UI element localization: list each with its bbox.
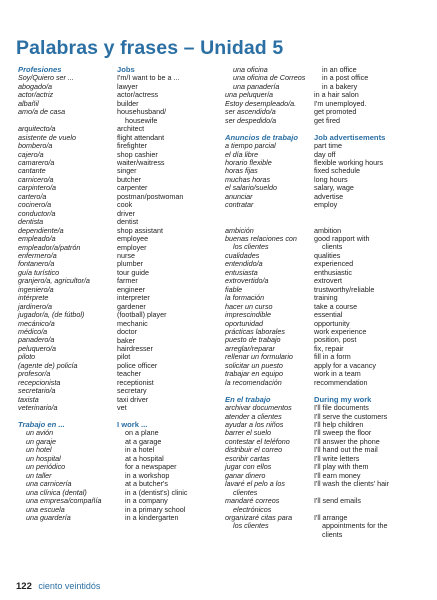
vocab-entry: amo/a de casa xyxy=(18,107,66,117)
vocab-entry: cantante xyxy=(18,166,46,176)
vocab-entry: el día libre xyxy=(225,149,259,159)
vocab-entry: long hours xyxy=(314,174,348,184)
vocab-entry: in a hotel xyxy=(125,445,155,455)
vocab-entry: piloto xyxy=(18,352,36,362)
vocab-entry: get fired xyxy=(314,115,340,125)
vocab-entry: taxista xyxy=(18,394,39,404)
vocab-entry: jugador/a, (de fútbol) xyxy=(18,310,85,320)
vocab-entry: horas fijas xyxy=(225,166,258,176)
vocab-entry: in a company xyxy=(125,496,168,506)
vocab-entry: los clientes xyxy=(233,242,269,252)
section-heading: Anuncios de trabajo xyxy=(225,132,298,142)
vocab-entry: camarero/a xyxy=(18,157,55,167)
vocab-entry: lawyer xyxy=(117,81,138,91)
vocab-entry: appointments for the xyxy=(322,521,388,531)
vocab-entry: I'll serve the customers xyxy=(314,411,388,421)
vocab-entry: qualities xyxy=(314,250,341,260)
section-heading: Profesiones xyxy=(18,65,62,74)
vocab-entry: una peluquería xyxy=(225,90,273,100)
vocab-entry: Soy/Quiero ser ... xyxy=(18,73,74,83)
vocab-entry: at a hospital xyxy=(125,453,164,463)
vocab-entry: conductor/a xyxy=(18,208,56,218)
vocab-entry: gardener xyxy=(117,301,146,311)
vocab-entry: ambición xyxy=(225,225,254,235)
vocab-entry: carpintero/a xyxy=(18,183,56,193)
vocab-entry: granjero/a, agricultor/a xyxy=(18,276,90,286)
vocab-entry: experienced xyxy=(314,259,354,269)
vocab-entry: una clínica (dental) xyxy=(26,487,87,497)
vocab-entry: I'll answer the phone xyxy=(314,436,380,446)
vocab-entry: dependiente/a xyxy=(18,225,64,235)
vocab-entry: empleador/a/patrón xyxy=(18,242,81,252)
vocab-entry: secretary xyxy=(117,386,147,396)
vocab-entry: housewife xyxy=(125,115,158,125)
vocab-entry: un hotel xyxy=(26,445,52,455)
vocab-entry: employ xyxy=(314,200,338,210)
vocab-entry: atender a clientes xyxy=(225,411,282,421)
page-title: Palabras y frases – Unidad 5 xyxy=(16,37,284,59)
vocab-entry: in a hair salon xyxy=(314,90,359,100)
vocab-entry: a tiempo parcial xyxy=(225,141,276,151)
vocab-entry: plumber xyxy=(117,259,143,269)
vocab-entry: barrer el suelo xyxy=(225,428,271,438)
vocab-entry: una oficina xyxy=(233,65,268,74)
vocab-entry: trustworthy/reliable xyxy=(314,284,375,294)
vocab-entry: solicitar un puesto xyxy=(225,360,283,370)
vocab-entry: fiable xyxy=(225,284,243,294)
vocab-entry: I'll help children xyxy=(314,419,364,429)
vocab-entry: imprescindible xyxy=(225,310,271,320)
vocab-entry: empleado/a xyxy=(18,234,56,244)
vocab-entry: fontanero/a xyxy=(18,259,55,269)
vocab-entry: clientes xyxy=(233,487,258,497)
vocab-entry: contratar xyxy=(225,200,254,210)
vocab-entry: distribuir el correo xyxy=(225,445,283,455)
vocab-entry: una empresa/compañía xyxy=(26,496,102,506)
vocab-entry: postman/postwoman xyxy=(117,191,184,201)
vocab-entry: part time xyxy=(314,141,342,151)
vocab-entry: I'll sweep the floor xyxy=(314,428,372,438)
vocab-entry: mecánico/a xyxy=(18,318,55,328)
vocab-entry: entendido/a xyxy=(225,259,263,269)
vocab-entry: jardinero/a xyxy=(18,301,52,311)
vocab-entry: fix, repair xyxy=(314,343,344,353)
vocab-entry: shop assistant xyxy=(117,225,163,235)
vocab-entry: employer xyxy=(117,242,147,252)
vocab-entry: cualidades xyxy=(225,250,260,260)
vocab-entry: apply for a vacancy xyxy=(314,360,376,370)
section-heading: Trabajo en ... xyxy=(18,420,65,429)
vocab-entry: tour guide xyxy=(117,267,149,277)
section-heading: During my work xyxy=(314,394,372,404)
vocab-entry: albañil xyxy=(18,98,39,108)
column-spanish-phrases xyxy=(225,66,317,531)
vocab-entry: I'll hand out the mail xyxy=(314,445,378,455)
vocab-entry: recepcionista xyxy=(18,377,61,387)
section-heading: Jobs xyxy=(117,65,135,74)
vocab-entry: on a plane xyxy=(125,428,159,438)
vocab-entry: waiter/waitress xyxy=(117,157,165,167)
vocab-entry: in a kindergarten xyxy=(125,513,179,522)
vocab-entry: flight attendant xyxy=(117,132,165,142)
vocab-entry: advertise xyxy=(314,191,344,201)
vocab-entry: extrovert xyxy=(314,276,342,286)
vocab-entry: la recomendación xyxy=(225,377,282,387)
vocab-entry: work in a team xyxy=(314,369,361,379)
vocab-entry: trabajar en equipo xyxy=(225,369,283,379)
vocab-entry: carpenter xyxy=(117,183,148,193)
vocab-entry: un garaje xyxy=(26,436,56,446)
vocab-entry: actor/actriz xyxy=(18,90,54,100)
vocab-entry: clients xyxy=(322,242,343,252)
section-heading: En el trabajo xyxy=(225,394,271,404)
vocab-entry: escribir cartas xyxy=(225,453,270,463)
vocab-entry: una guardería xyxy=(26,512,71,522)
vocab-entry: architect xyxy=(117,124,145,134)
vocab-entry: veterinario/a xyxy=(18,403,58,413)
vocab-entry: dentist xyxy=(117,217,139,227)
column-english-phrases xyxy=(314,66,432,539)
vocab-entry: work experience xyxy=(314,327,367,336)
vocab-entry: un periódico xyxy=(26,462,66,472)
vocab-entry: anunciar xyxy=(225,191,253,201)
vocab-entry: ser despedido/a xyxy=(225,115,277,125)
vocab-entry: I'm unemployed. xyxy=(314,98,367,108)
vocab-entry: taxi driver xyxy=(117,394,149,404)
vocab-entry: flexible working hours xyxy=(314,157,384,167)
vocab-entry: Estoy desempleado/a. xyxy=(225,98,297,108)
vocab-entry: archivar documentos xyxy=(225,403,292,413)
vocab-entry: butcher xyxy=(117,174,141,184)
vocab-entry: I'm/I want to be a ... xyxy=(117,73,180,83)
vocab-entry: ayudar a los niños xyxy=(225,419,284,429)
vocab-entry: dentista xyxy=(18,217,44,227)
vocab-entry: vet xyxy=(117,403,127,413)
vocab-entry: mechanic xyxy=(117,318,148,328)
vocab-entry: el salario/sueldo xyxy=(225,183,277,193)
vocab-entry: ser ascendido/a xyxy=(225,107,276,117)
vocab-entry: mandaré correos xyxy=(225,496,280,506)
vocab-entry: employee xyxy=(117,234,149,244)
vocab-entry: médico/a xyxy=(18,327,48,337)
vocab-entry: ganar dinero xyxy=(225,470,266,480)
vocab-entry: bombero/a xyxy=(18,141,53,151)
vocab-entry: (agente de) policía xyxy=(18,360,78,370)
vocab-entry: opportunity xyxy=(314,318,350,328)
vocab-entry: receptionist xyxy=(117,377,154,387)
vocab-entry: contestar el teléfono xyxy=(225,436,290,446)
vocab-entry: un avión xyxy=(26,428,54,438)
vocab-entry: prácticas laborales xyxy=(225,327,285,336)
vocab-entry: nurse xyxy=(117,250,135,260)
vocab-entry: fixed schedule xyxy=(314,166,360,176)
vocab-entry: good rapport with xyxy=(314,234,370,244)
vocab-entry: cartero/a xyxy=(18,191,47,201)
vocab-entry: un taller xyxy=(26,470,52,480)
vocab-entry: in a (dentist's) clinic xyxy=(125,487,188,497)
vocab-entry: puesto de trabajo xyxy=(225,335,281,345)
vocab-entry: farmer xyxy=(117,276,138,286)
vocab-entry: I'll arrange xyxy=(314,512,348,522)
vocab-entry: enthusiastic xyxy=(314,267,352,277)
vocab-entry: in a workshop xyxy=(125,470,170,480)
vocab-entry: training xyxy=(314,293,338,303)
vocab-entry: position, post xyxy=(314,335,357,345)
vocab-entry: (football) player xyxy=(117,310,167,320)
vocab-entry: take a course xyxy=(314,301,358,311)
vocab-entry: doctor xyxy=(117,327,137,337)
vocab-entry: I'll wash the clients' hair xyxy=(314,479,390,489)
column-spanish-jobs xyxy=(18,66,118,522)
vocab-entry: police officer xyxy=(117,360,158,370)
vocab-entry: panadero/a xyxy=(18,335,55,345)
vocab-entry: los clientes xyxy=(233,521,269,531)
vocab-entry: abogado/a xyxy=(18,81,52,91)
vocab-entry: una panadería xyxy=(233,81,280,91)
page-footer xyxy=(16,581,100,592)
vocab-entry: in a post office xyxy=(322,73,369,83)
vocab-entry: I'll send emails xyxy=(314,496,361,506)
vocab-entry: secretario/a xyxy=(18,386,56,396)
column-english-jobs xyxy=(117,66,217,522)
vocab-entry: carnicero/a xyxy=(18,174,54,184)
vocab-entry: essential xyxy=(314,310,343,320)
vocab-entry: una escuela xyxy=(26,504,65,514)
vocab-entry: singer xyxy=(117,166,137,176)
vocab-entry: peluquero/a xyxy=(18,343,56,353)
vocab-entry: in an office xyxy=(322,65,357,74)
vocab-entry: buenas relaciones con xyxy=(225,234,297,244)
vocab-entry: I'll earn money xyxy=(314,470,361,480)
vocab-entry: cocinero/a xyxy=(18,200,52,210)
vocab-entry: interpreter xyxy=(117,293,150,303)
vocab-entry: ambition xyxy=(314,225,342,235)
vocab-entry: in a primary school xyxy=(125,504,186,514)
vocab-entry: shop cashier xyxy=(117,149,158,159)
vocab-entry: jugar con ellos xyxy=(225,462,272,472)
vocab-entry: fill in a form xyxy=(314,352,351,362)
vocab-entry: organizaré citas para xyxy=(225,512,293,522)
vocab-entry: arreglar/reparar xyxy=(225,343,275,353)
vocab-entry: una oficina de Correos xyxy=(233,73,306,83)
vocab-entry: teacher xyxy=(117,369,141,379)
section-heading: Job advertisements xyxy=(314,132,386,142)
vocab-entry: electrónicos xyxy=(233,504,272,514)
vocab-entry: intérprete xyxy=(18,293,49,303)
vocab-entry: firefighter xyxy=(117,141,147,151)
vocab-entry: engineer xyxy=(117,284,145,294)
vocab-entry: horario flexible xyxy=(225,157,272,167)
vocab-entry: profesor/a xyxy=(18,369,51,379)
spacer xyxy=(225,210,317,218)
page-number-words: ciento veintidós xyxy=(38,581,101,591)
vocab-entry: cook xyxy=(117,200,133,210)
vocab-entry: guía turístico xyxy=(18,267,60,277)
vocab-entry: for a newspaper xyxy=(125,462,177,472)
vocab-entry: lavaré el pelo a los xyxy=(225,479,285,489)
vocab-entry: driver xyxy=(117,208,135,218)
vocab-entry: hacer un curso xyxy=(225,301,273,311)
vocab-entry: asistente de vuelo xyxy=(18,132,76,142)
vocab-entry: muchas horas xyxy=(225,174,271,184)
section-heading: I work ... xyxy=(117,420,148,430)
vocab-entry: un hospital xyxy=(26,453,61,463)
vocab-entry: entusiasta xyxy=(225,267,258,277)
vocab-entry: una carnicería xyxy=(26,479,72,489)
vocab-entry: rellenar un formulario xyxy=(225,352,293,362)
vocab-entry: recommendation xyxy=(314,377,368,387)
vocab-entry: oportunidad xyxy=(225,318,263,328)
vocab-entry: get promoted xyxy=(314,107,357,117)
vocab-entry: pilot xyxy=(117,352,131,362)
page-number: 122 xyxy=(16,581,32,592)
vocab-entry: househusband/ xyxy=(117,107,167,117)
vocab-entry: extrovertido/a xyxy=(225,276,269,286)
vocab-entry: in a bakery xyxy=(322,81,358,91)
vocab-entry: I'll play with them xyxy=(314,462,369,472)
vocab-entry: ingeniero/a xyxy=(18,284,54,294)
vocab-entry: day off xyxy=(314,149,336,159)
vocab-entry: salary, wage xyxy=(314,183,354,193)
vocab-entry: baker xyxy=(117,335,135,345)
vocab-entry: actor/actress xyxy=(117,90,159,100)
vocab-entry: at a garage xyxy=(125,436,162,446)
vocab-entry: cajero/a xyxy=(18,149,44,159)
vocab-entry: I'll file documents xyxy=(314,403,369,413)
vocab-entry: I'll write letters xyxy=(314,453,360,463)
vocab-entry: at a butcher's xyxy=(125,479,168,489)
spacer xyxy=(314,210,432,218)
vocab-entry: la formación xyxy=(225,293,265,303)
vocab-entry: hairdresser xyxy=(117,343,153,353)
vocab-entry: enfermero/a xyxy=(18,250,57,260)
vocab-entry: clients xyxy=(322,529,343,539)
vocab-entry: builder xyxy=(117,98,139,108)
vocab-entry: arquitecto/a xyxy=(18,124,56,134)
